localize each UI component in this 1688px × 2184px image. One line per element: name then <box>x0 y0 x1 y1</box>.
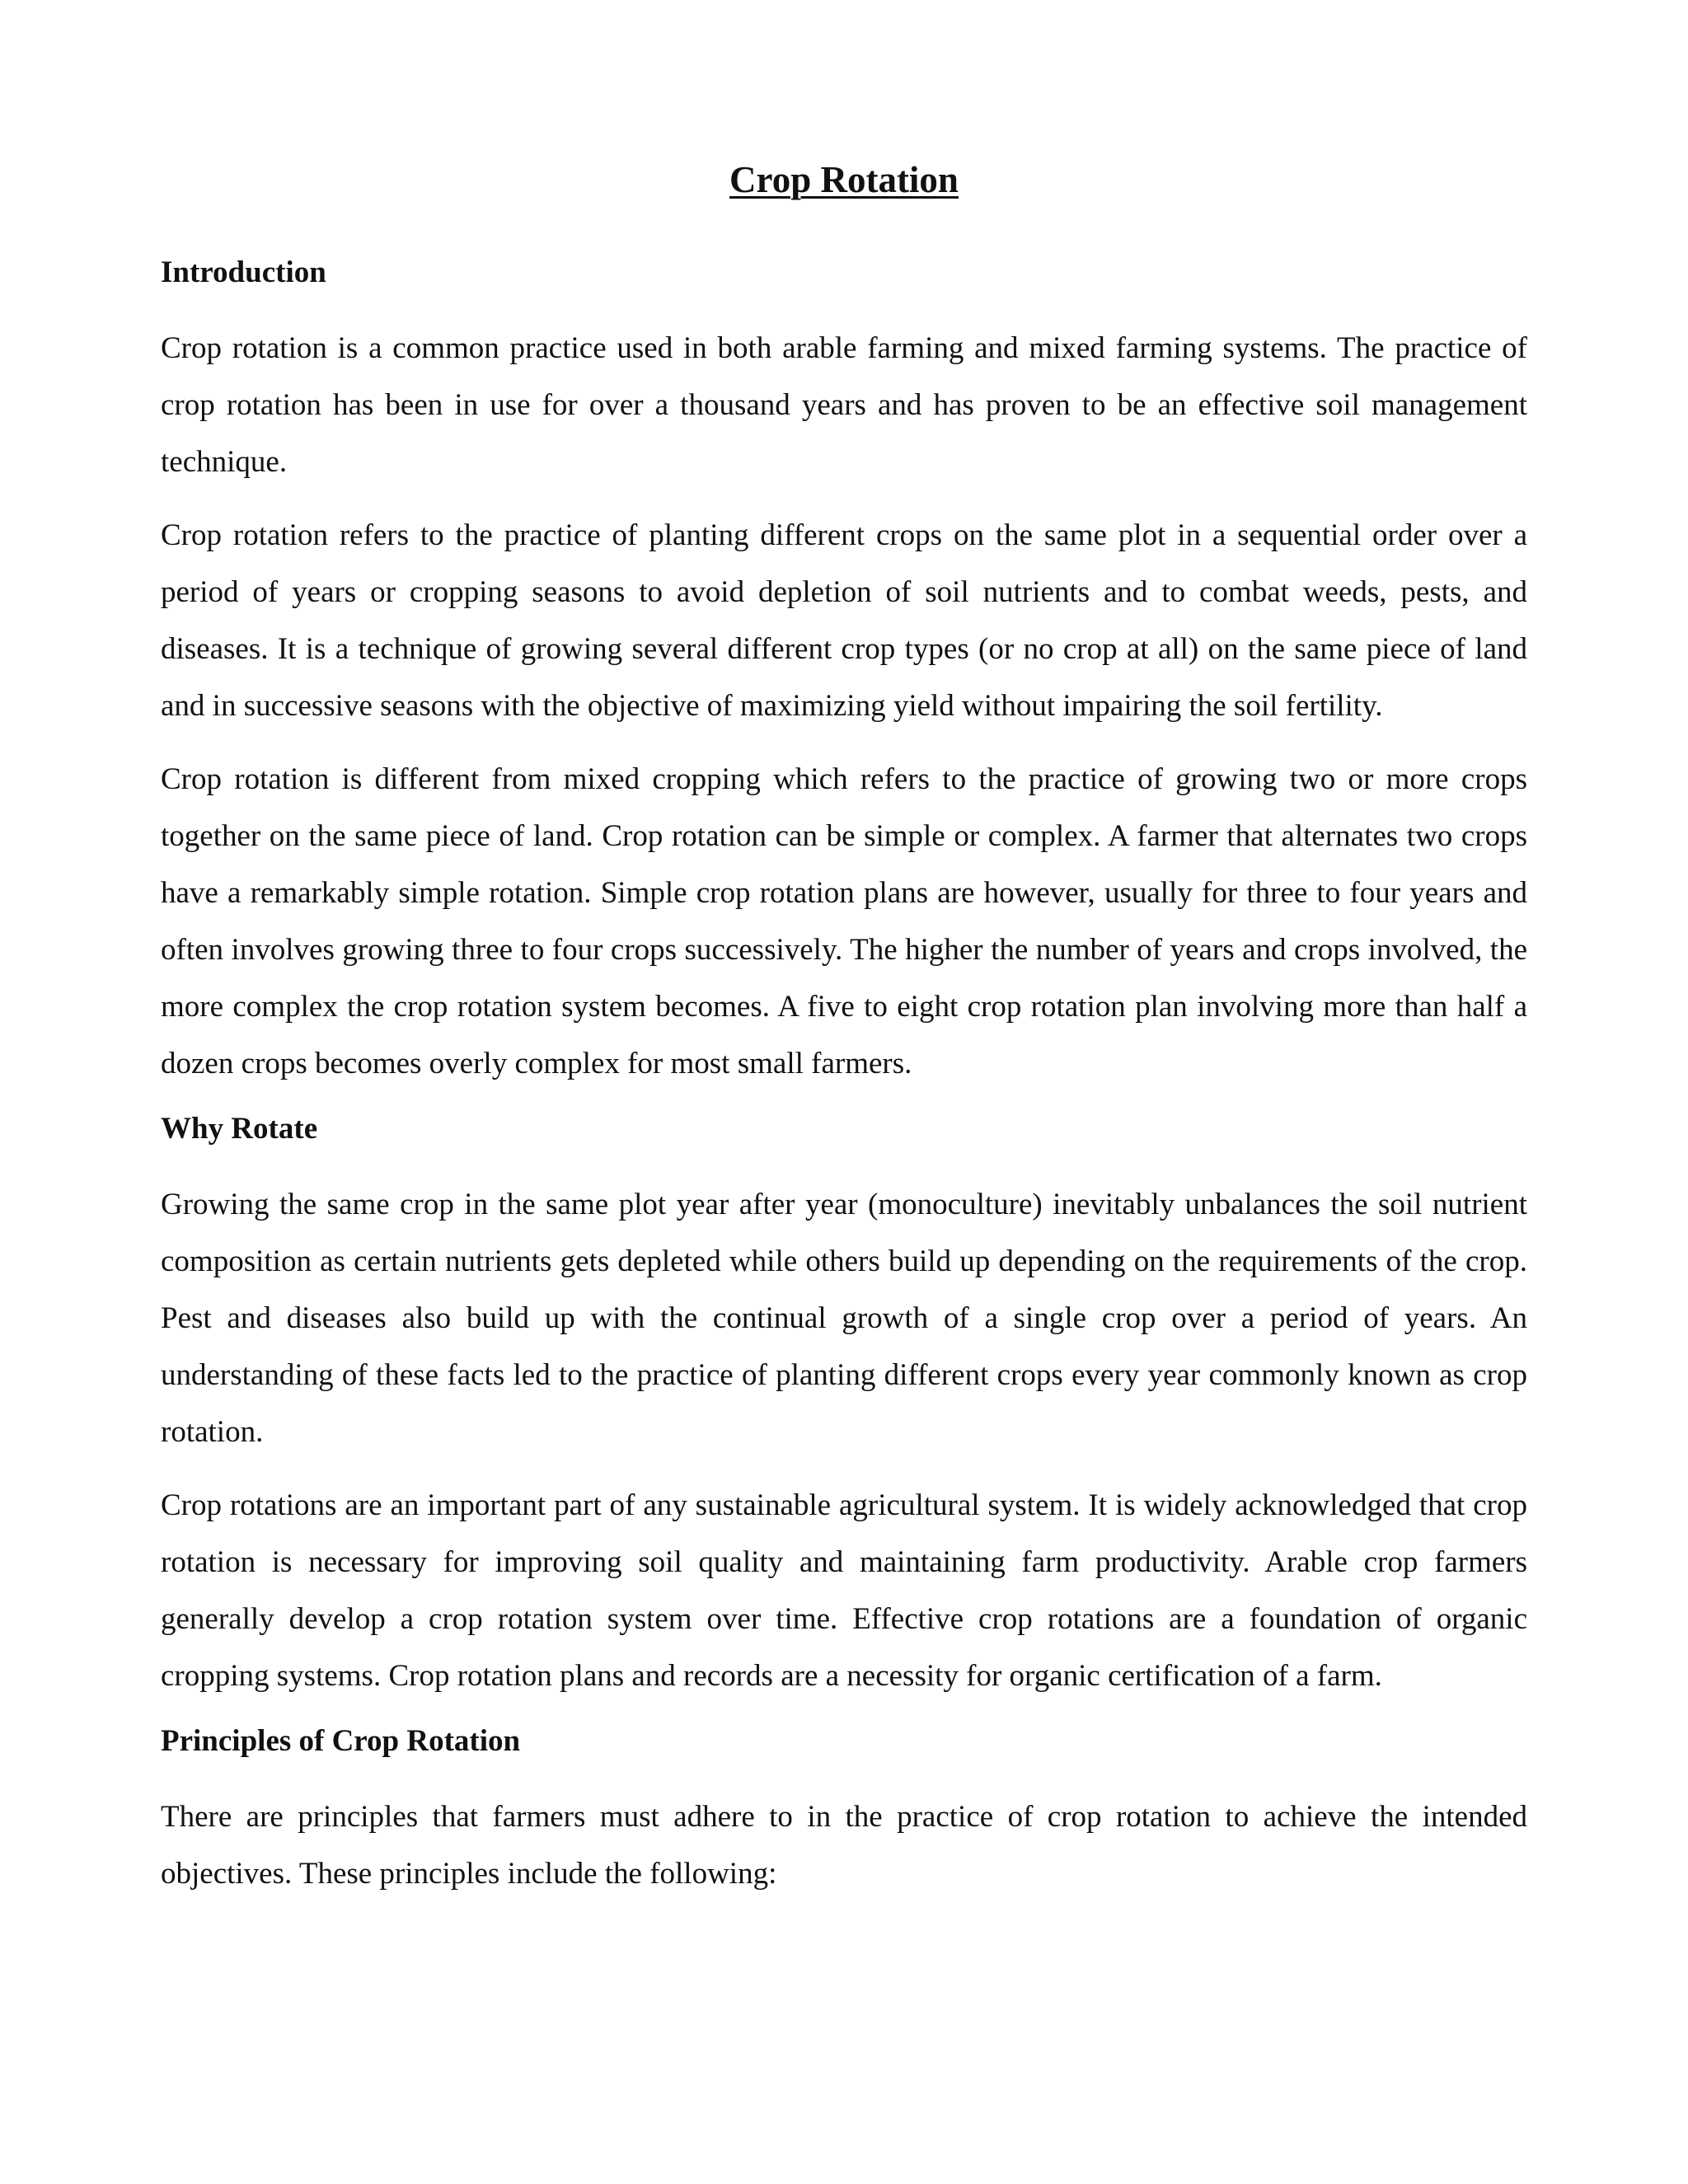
paragraph: Crop rotation refers to the practice of planting different crops on the same plot in a sequential order over a period of years or cropping seasons to avoid depletion of soil nutrients and to combat weeds, pests, and diseases. It is a technique of growing several different crop types (or no crop at all) on the same piece of land and in successive seasons with the objective of maximizing yield without impairing the soil fertility. <box>161 518 1527 723</box>
paragraph: There are principles that farmers must adhere to in the practice of crop rotation to achieve the intended objectives. These principles include the following: <box>161 1800 1527 1891</box>
section-heading-why-rotate: Why Rotate <box>161 1112 318 1146</box>
document-page <box>161 155 1527 1902</box>
paragraph: Crop rotations are an important part of any sustainable agricultural system. It is widely acknowledged that crop rotation is necessary for improving soil quality and maintaining farm productivity. Arable crop farmers generally develop a crop rotation system over time. Effective crop rotations are a foundation of organic cropping systems. Crop rotation plans and records are a necessity for organic certification of a farm. <box>161 1488 1527 1693</box>
paragraph: Growing the same crop in the same plot year after year (monoculture) inevitably unbalances the soil nutrient composition as certain nutrients gets depleted while others build up depending on the requirements of the crop. Pest and diseases also build up with the continual growth of a single crop over a period of years. An understanding of these facts led to the practice of planting different crops every year commonly known as crop rotation. <box>161 1188 1527 1449</box>
section-heading-introduction: Introduction <box>161 255 326 289</box>
paragraph: Crop rotation is different from mixed cropping which refers to the practice of growing two or more crops together on the same piece of land. Crop rotation can be simple or complex. A farmer that alternates two crops have a remarkably simple rotation. Simple crop rotation plans are however, usually for three to four years and often involves growing three to four crops successively. The higher the number of years and crops involved, the more complex the crop rotation system becomes. A five to eight crop rotation plan involving more than half a dozen crops becomes overly complex for most small farmers. <box>161 762 1527 1080</box>
page-title: Crop Rotation <box>729 159 959 200</box>
paragraph: Crop rotation is a common practice used in both arable farming and mixed farming systems. The practice of crop rotation has been in use for over a thousand years and has proven to be an effective soil management technique. <box>161 331 1527 479</box>
section-heading-principles: Principles of Crop Rotation <box>161 1724 521 1758</box>
